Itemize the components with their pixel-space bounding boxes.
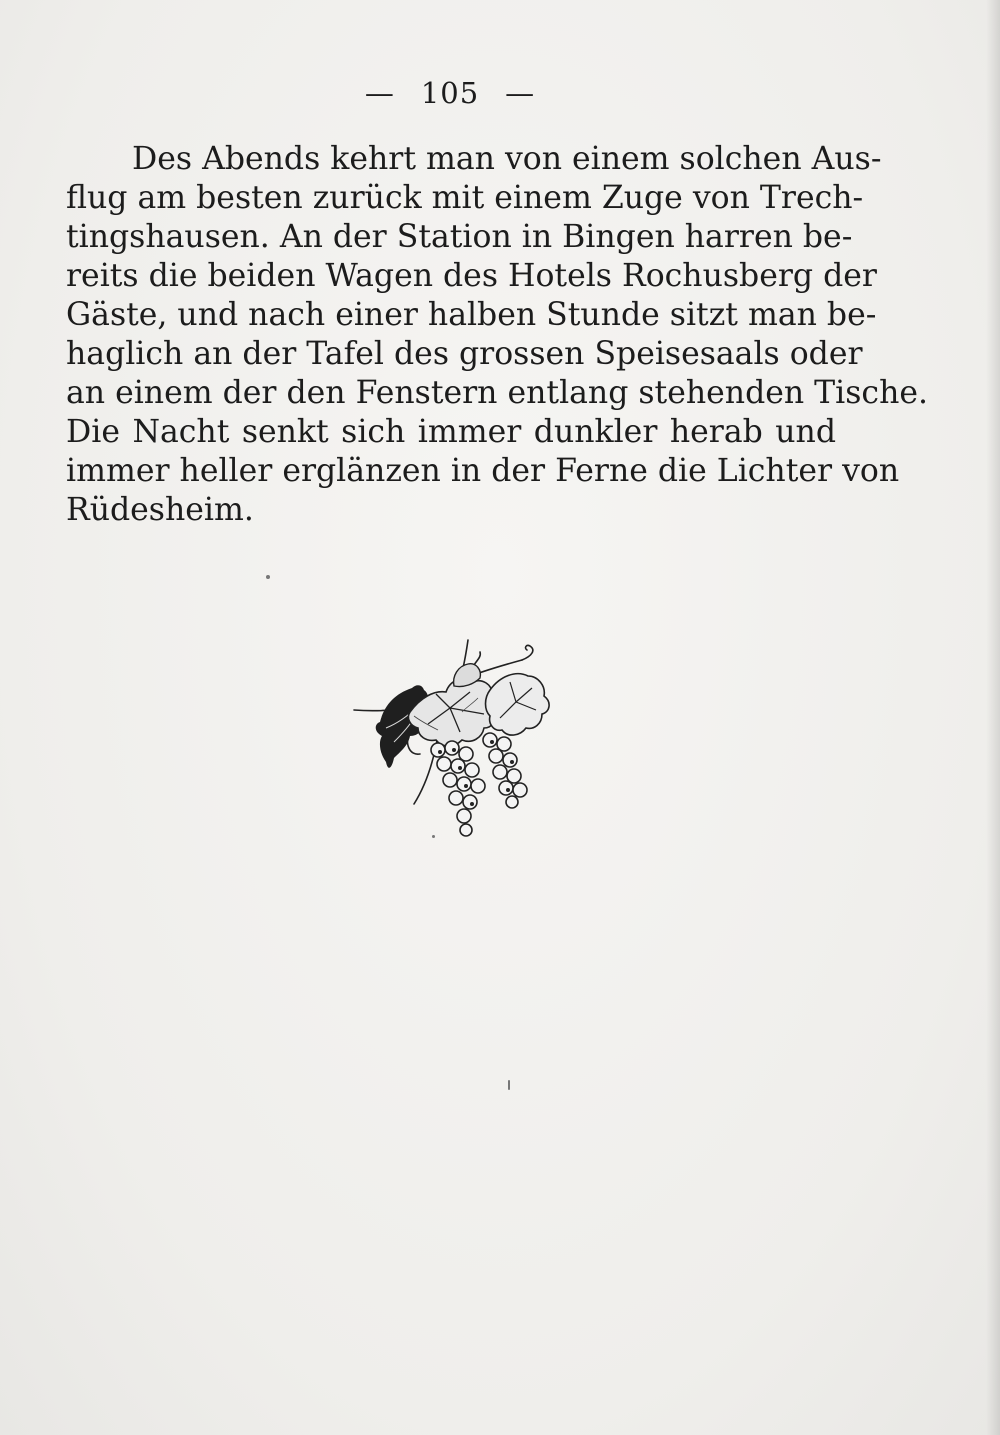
page-number: 105: [420, 76, 480, 110]
dash-right: —: [505, 76, 536, 110]
page-edge-shadow: [986, 0, 1000, 1435]
text-line: immer heller erglänzen in der Ferne die Lichter von: [66, 453, 900, 489]
text-line: an einem der den Fenstern entlang stehenden Tische.: [66, 375, 929, 411]
paper-speck: [508, 1080, 510, 1090]
text-line: Rüdesheim.: [66, 492, 254, 528]
paper-speck: [266, 575, 270, 579]
text-line: reits die beiden Wagen des Hotels Rochusberg der: [66, 258, 877, 294]
grape-vine-icon: [350, 632, 570, 842]
text-line: tingshausen. An der Station in Bingen harren be-: [66, 219, 853, 255]
text-line: Des Abends kehrt man von einem solchen Aus-: [132, 141, 882, 177]
text-line: flug am besten zurück mit einem Zuge von Trech-: [66, 180, 864, 216]
paper-speck: [432, 835, 435, 838]
text-line: Die Nacht senkt sich immer dunkler herab und: [66, 414, 836, 450]
page-number-header: [0, 76, 900, 110]
text-line: haglich an der Tafel des grossen Speisesaals oder: [66, 336, 863, 372]
text-line: Gäste, und nach einer halben Stunde sitzt man be-: [66, 297, 877, 333]
dash-left: —: [364, 76, 395, 110]
body-paragraph: [66, 140, 929, 530]
